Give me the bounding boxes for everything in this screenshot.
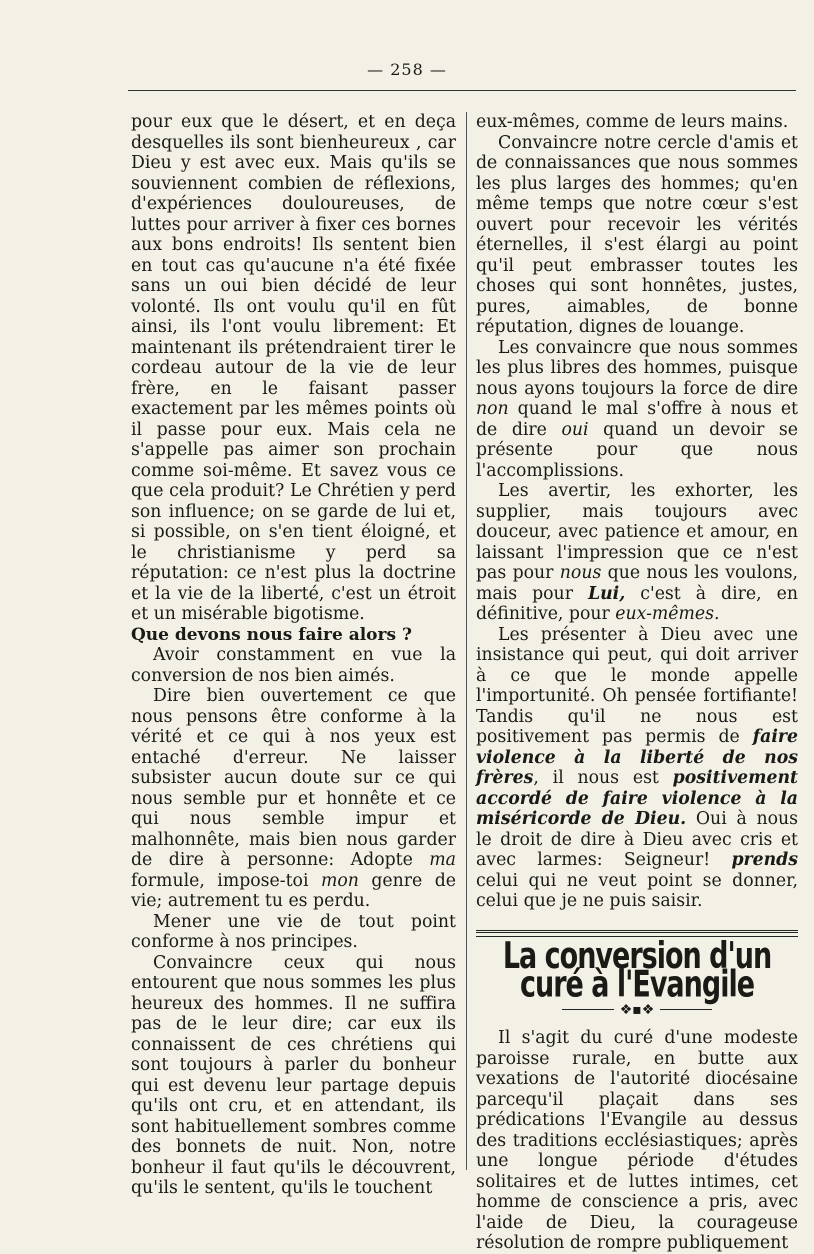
paragraph: eux-mêmes, comme de leurs mains. — [476, 112, 789, 132]
paragraph: Avoir constamment en vue la conversion de nos bien aimés. — [131, 645, 456, 686]
column-divider — [466, 112, 467, 1170]
right-column — [476, 112, 798, 1254]
paragraph: Les avertir, les exhorter, les supplier, mais toujours avec douceur, avec patience et amour, en laissant l'impression que ce n'est pas pour nous que nous les voulons, mais pour Lui, c'est à dire, en définitive, pour eux-mêmes. — [476, 481, 798, 624]
left-column — [131, 112, 456, 1199]
paragraph: Convaincre notre cercle d'amis et de connaissances que nous sommes les plus larges des hommes; qu'en même temps que notre cœur s'est ouvert pour recevoir les vérités éternelles, il s'est élargi au point qu'il peut embrasser toutes les choses qui sont honnêtes, justes, pures, aimables, de bonne réputation, dignes de louange. — [476, 132, 798, 337]
paragraph: Les présenter à Dieu avec une insistance qui peut, qui doit arriver à ce que le monde appelle l'importunité. Oh pensée fortifiante! Tandis qu'il ne nous est positivement pas permis de faire violence à la liberté de nos frères, il nous est positivement accordé de faire violence à la miséricorde de Dieu. Oui à nous le droit de dire à Dieu avec cris et avec larmes: Seigneur! prends celui qui ne veut point se donner, celui que je ne puis saisir. — [476, 624, 798, 911]
page-number: — 258 — — [367, 60, 447, 79]
section-subheading: Que devons nous faire alors ? — [131, 624, 412, 645]
paragraph: Mener une vie de tout point conforme à nos principes. — [131, 911, 456, 952]
paragraph: Convaincre ceux qui nous entourent que nous sommes les plus heureux des hommes. Il ne suffira pas de le leur dire; car eux ils connaissent de ces chrétiens qui sont toujours à parler du bonheur qui est devenu leur partage depuis qu'ils ont cru, et en attendant, ils sont habituellement sombres comme des bonnets de nuit. Non, notre bonheur il faut qu'ils le découvrent, qu'ils le sentent, qu'ils le touchent — [131, 952, 456, 1198]
paragraph: pour eux que le désert, et en deça desquelles ils sont bienheureux , car Dieu y est avec eux. Mais qu'ils se souviennent combien de réflexions, d'expériences douloureuses, de luttes pour arriver à fixer ces bornes aux bons endroits! Ils sentent bien en tout cas qu'aucune n'a été fixée sans un oui bien décidé de leur volonté. Ils ont voulu qu'il en fût ainsi, ils l'ont voulu librement: Et maintenant ils prétendraient tirer le cordeau autour de la vie de leur frère, en le faisant passer exactement par les mêmes points où il passe pour eux. Mais cela ne s'appelle pas aimer son prochain comme soi-même. Et savez vous ce que cela produit? Le Chrétien y perd son influence; on se garde de lui et, si possible, on s'en tient éloigné, et le christianisme y perd sa réputation: ce n'est plus la doctrine et la vie de la liberté, c'est un étroit et un misérable bigotisme. — [131, 112, 456, 624]
header-rule — [128, 90, 796, 91]
paragraph: Il s'agit du curé d'une modeste paroisse rurale, en butte aux vexations de l'autorité diocésaine parcequ'il plaçait dans ses prédications l'Evangile au dessus des traditions ecclésiastiques; après une longue période d'études solitaires et de luttes intimes, cet homme de conscience a pris, avec l'aide de Dieu, la courageuse résolution de rompre publiquement — [476, 1028, 798, 1254]
ornament-icon: ❖▪❖ — [619, 1001, 655, 1018]
paragraph: Les convaincre que nous sommes les plus libres des hommes, puisque nous ayons toujours la force de dire non quand le mal s'offre à nous et de dire oui quand un devoir se présente pour que nous l'accomplissions. — [476, 337, 798, 481]
paragraph: Dire bien ouvertement ce que nous pensons être conforme à la vérité et ce qui à nos yeux est entaché d'erreur. Ne laisser subsister aucun doute sur ce qui nous semble pur et honnête et ce qui nous semble impur et malhonnête, mais bien nous garder de dire à personne: Adopte ma formule, impose-toi mon genre de vie; autrement tu es perdu. — [131, 686, 456, 911]
article-title: La conversion d'un curé à l'Evangile — [502, 935, 772, 1005]
